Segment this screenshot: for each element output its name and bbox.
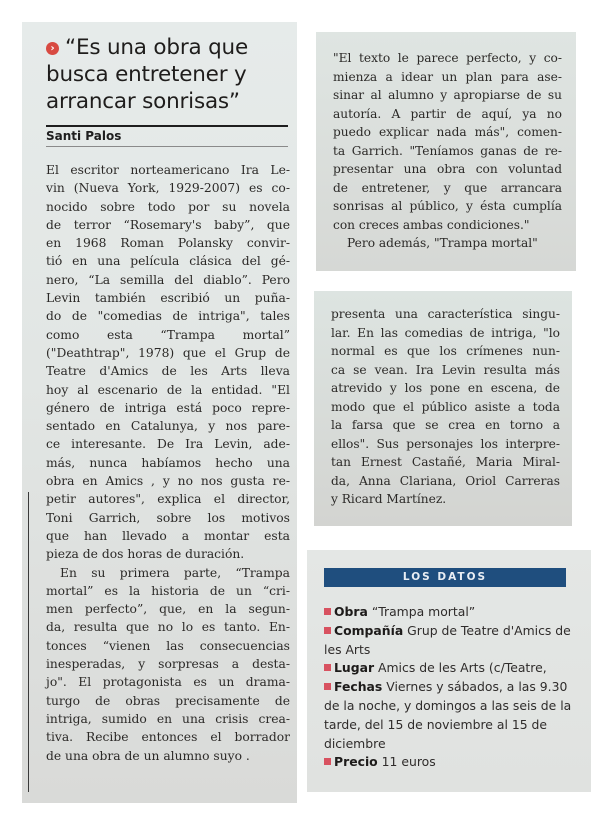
text-line: Toni Garrich, sobre los motivos [46, 510, 290, 525]
text-line: y Ricard Martínez. [331, 492, 447, 506]
text-line: intriga, sumido en una crisis crea- [46, 711, 290, 726]
datos-label: Lugar [334, 660, 375, 676]
text-line: tiva. Recibe entonces el borrador [46, 730, 290, 745]
text-line: tonces “vienen las consecuencias [46, 638, 290, 653]
text-line: Pero además, "Trampa mortal" [347, 236, 538, 250]
article-clipping-top-right [316, 32, 576, 271]
datos-value: Amics de les Arts (c/Teatre, [378, 660, 547, 676]
text-line: normal es que los crímenes nun- [331, 344, 560, 358]
paragraph-2 [46, 564, 290, 765]
arrow-right-circle-icon: › [46, 42, 59, 55]
text-line: El escritor norteamericano Ira Le- [46, 163, 290, 177]
text-line: mortal” es la historia de un “cri- [46, 583, 290, 598]
square-bullet-icon [324, 758, 331, 765]
text-line: en 1968 Roman Polansky convir- [46, 236, 290, 251]
text-line: sonrisas al público, y ésta cumplía [333, 199, 562, 213]
text-line: autoría. A partir de aquí, ya no [333, 106, 562, 121]
text-line: tan Ernest Castañé, Maria Miral- [331, 455, 560, 469]
text-line: da, resulta que no lo es tanto. En- [46, 620, 290, 635]
text-line: modo que el público asiste a toda [331, 399, 560, 414]
square-bullet-icon [324, 627, 331, 634]
text-line: obra en Amics , y no nos gusta re- [46, 474, 290, 489]
headline [46, 34, 287, 115]
text-line: sinar al alumno y apropiarse de su [333, 88, 562, 102]
text-line: como esta “Trampa mortal” [46, 327, 290, 342]
text-line: de una obra de un alumno suyo . [46, 748, 250, 763]
datos-label: Compañía [334, 622, 404, 638]
datos-item-lugar [324, 659, 584, 678]
text-line: jo". El protagonista es un drama- [46, 675, 290, 690]
datos-list [324, 603, 584, 772]
headline-line-3: arrancar sonrisas” [46, 89, 240, 114]
text-line: En su primera parte, “Trampa [60, 565, 290, 580]
text-line: petir autores", explica el director, [46, 492, 290, 507]
datos-label: Fechas [334, 679, 383, 695]
datos-value: “Trampa mortal” [371, 604, 476, 619]
text-line: hoy al escenario de la entidad. "El [46, 382, 290, 397]
text-line: Levin también escribió un puña- [46, 291, 290, 306]
text-line: atrevido y los pone en escena, de [331, 381, 560, 395]
datos-value: Grup de Teatre d'Amics de les Arts [324, 622, 571, 657]
text-line: turgo de obras precisamente de [46, 693, 290, 708]
los-datos-heading: LOS DATOS [324, 568, 566, 587]
los-datos-box [307, 550, 591, 792]
datos-label: Precio [334, 754, 378, 770]
square-bullet-icon [324, 683, 331, 690]
text-line: ellos". Sus personajes los interpre- [331, 436, 560, 451]
byline: Santi Palos [46, 129, 288, 147]
datos-item-precio [324, 753, 584, 772]
text-line: género de intriga está poco repre- [46, 400, 290, 415]
text-line: pieza de dos horas de duración. [46, 547, 245, 562]
text-line: nocido sobre todo por su novela [46, 199, 290, 214]
text-line: lar. En las comedias de intriga, "lo [331, 325, 560, 340]
text-line: que han llevado a montar esta [46, 528, 290, 543]
text-line: presenta una característica singu- [331, 307, 560, 321]
text-line: vin (Nueva York, 1929-2007) es co- [46, 181, 290, 196]
square-bullet-icon [324, 608, 331, 615]
text-line: con creces ambas condiciones." [333, 217, 530, 232]
text-line: ce interesante. De Ira Levin, ade- [46, 437, 290, 452]
article-body-left [46, 161, 290, 765]
datos-item-compania [324, 622, 584, 660]
text-line: mienza a idear un plan para ase- [333, 69, 562, 84]
text-line: tió en una película clásica del gé- [46, 254, 290, 269]
datos-item-fechas [324, 678, 584, 753]
text-line: do de "comedias de intriga", tales [46, 309, 290, 324]
square-bullet-icon [324, 664, 331, 671]
text-line: nero, “La semilla del diablo”. Pero [46, 272, 290, 287]
text-line: Teatre d'Amics de les Arts lleva [46, 364, 290, 379]
headline-line-1: “Es una obra que [65, 35, 248, 60]
column-rule [28, 492, 29, 792]
text-line: puedo explicar nada más", comen- [333, 125, 562, 139]
text-line: "El texto le parece perfecto, y co- [333, 51, 562, 65]
text-line: inesperadas, y sorpresas a desta- [46, 657, 290, 672]
paragraph-1 [46, 161, 290, 564]
datos-value: Viernes y sábados, a las 9.30 de la noche, y domingos a las seis de la tarde, del 15 de noviembre al 15 de diciembre [324, 679, 572, 751]
article-clipping-middle-right [314, 291, 572, 526]
text-line: presentar una obra con voluntad [333, 162, 562, 176]
text-line: de entretener, y que arrancara [333, 180, 562, 195]
article-clipping-left [22, 22, 297, 803]
text-line: ("Deathtrap", 1978) que el Grup de [46, 345, 290, 360]
headline-line-2: busca entretener y [46, 62, 247, 87]
datos-label: Obra [334, 604, 368, 619]
datos-value: 11 euros [381, 754, 436, 770]
text-line: men perfecto”, que, en la segun- [46, 602, 290, 617]
text-line: ca se vean. Ira Levin resulta más [331, 362, 560, 377]
datos-item-obra [324, 603, 584, 622]
article-body-continued [333, 49, 562, 253]
text-line: más, nunca habíamos hecho una [46, 455, 290, 470]
byline-divider [46, 125, 288, 127]
text-line: sentado en Catalunya, y nos pare- [46, 419, 290, 434]
text-line: la farsa que se crea en torno a [331, 418, 560, 432]
text-line: ta Garrich. "Teníamos ganas de re- [333, 143, 562, 158]
article-body-continued-2 [331, 305, 560, 509]
text-line: de terror “Rosemary's baby”, que [46, 217, 290, 232]
text-line: da, Anna Clariana, Oriol Carreras [331, 473, 560, 488]
